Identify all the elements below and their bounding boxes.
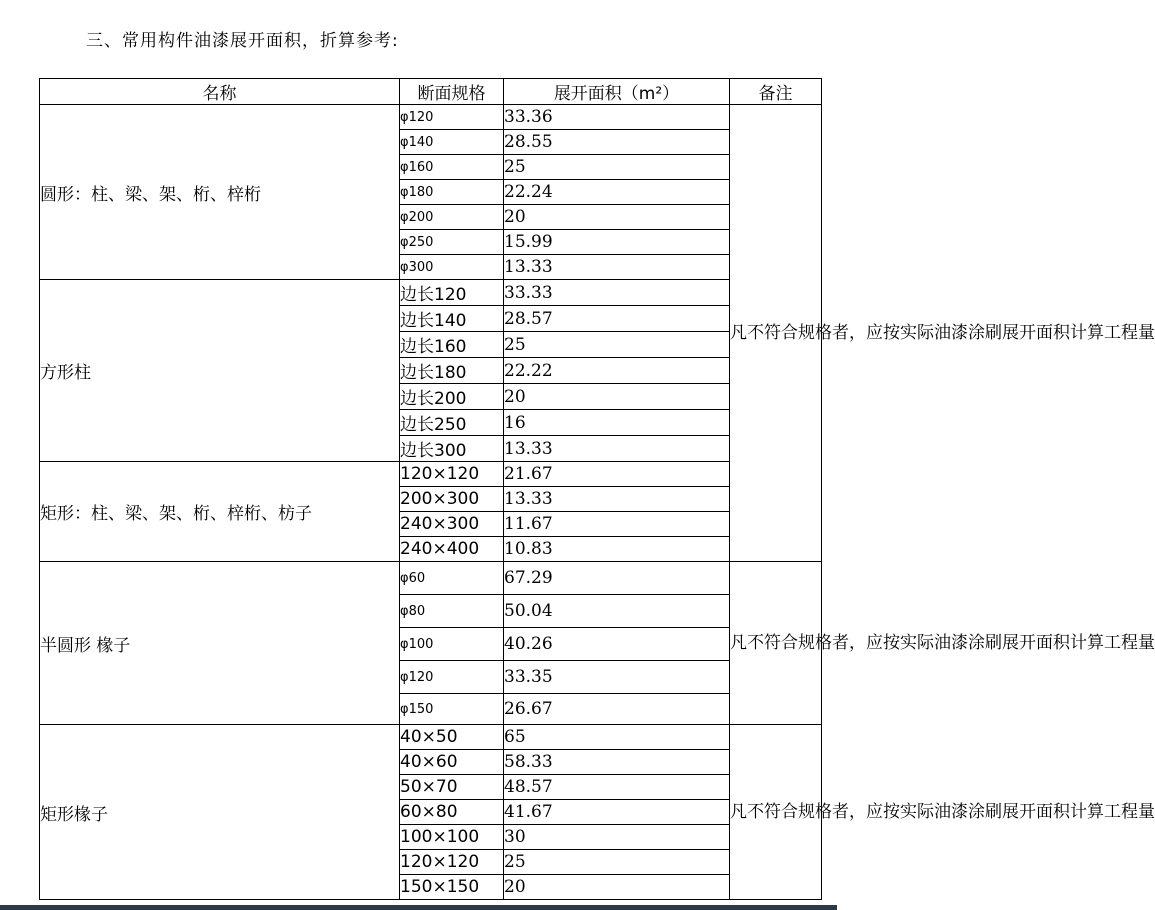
area-cell: 15.99 [504,230,730,255]
group-name: 方形柱 [40,280,400,462]
spec-cell: 边长200 [400,384,504,410]
area-cell: 48.57 [504,775,730,800]
table-row [40,725,822,750]
bottom-bar [0,905,837,910]
group-name: 半圆形 椽子 [40,562,400,725]
spec-cell: φ160 [400,155,504,180]
spec-cell: φ150 [400,694,504,725]
area-cell: 16 [504,410,730,436]
area-cell: 13.33 [504,436,730,462]
area-cell: 26.67 [504,694,730,725]
area-cell: 13.33 [504,255,730,280]
area-cell: 22.22 [504,358,730,384]
spec-cell: 边长180 [400,358,504,384]
spec-cell: φ300 [400,255,504,280]
spec-cell: φ100 [400,628,504,661]
area-cell: 20 [504,875,730,900]
area-cell: 30 [504,825,730,850]
area-cell: 28.55 [504,130,730,155]
header-spec: 断面规格 [400,79,504,105]
group-name: 矩形：柱、梁、架、桁、梓桁、枋子 [40,462,400,562]
spec-cell: φ120 [400,105,504,130]
spec-cell: 120×120 [400,850,504,875]
area-cell: 11.67 [504,512,730,537]
area-cell: 33.35 [504,661,730,694]
page-heading: 三、常用构件油漆展开面积，折算参考: [86,31,399,51]
table-row [40,462,822,487]
spec-cell: 120×120 [400,462,504,487]
spec-cell: 边长140 [400,306,504,332]
area-cell: 65 [504,725,730,750]
table-row [40,280,822,306]
spec-cell: φ180 [400,180,504,205]
spec-cell: φ250 [400,230,504,255]
spec-cell: 200×300 [400,487,504,512]
table-row [40,562,822,595]
spec-cell: φ120 [400,661,504,694]
area-cell: 58.33 [504,750,730,775]
note-cell: 凡不符合规格者，应按实际油漆涂刷展开面积计算工程量 [730,562,822,725]
area-cell: 33.33 [504,280,730,306]
spec-cell: φ140 [400,130,504,155]
spec-cell: 240×400 [400,537,504,562]
area-cell: 25 [504,850,730,875]
group-name: 圆形：柱、梁、架、桁、梓桁 [40,105,400,280]
area-cell: 20 [504,205,730,230]
header-note: 备注 [730,79,822,105]
area-cell: 21.67 [504,462,730,487]
spec-cell: 100×100 [400,825,504,850]
area-cell: 50.04 [504,595,730,628]
area-cell: 25 [504,332,730,358]
spec-cell: 40×50 [400,725,504,750]
table-row [40,105,822,130]
area-cell: 41.67 [504,800,730,825]
area-cell: 25 [504,155,730,180]
spec-cell: 60×80 [400,800,504,825]
note-cell: 凡不符合规格者，应按实际油漆涂刷展开面积计算工程量 [730,105,822,562]
group-name: 矩形椽子 [40,725,400,900]
area-cell: 20 [504,384,730,410]
spec-cell: 边长250 [400,410,504,436]
area-cell: 67.29 [504,562,730,595]
spec-cell: 边长300 [400,436,504,462]
spec-cell: 边长160 [400,332,504,358]
spec-cell: 150×150 [400,875,504,900]
area-cell: 22.24 [504,180,730,205]
spec-cell: φ200 [400,205,504,230]
header-name: 名称 [40,79,400,105]
area-cell: 13.33 [504,487,730,512]
spec-cell: 40×60 [400,750,504,775]
paint-area-table [39,78,1155,900]
area-cell: 33.36 [504,105,730,130]
area-cell: 10.83 [504,537,730,562]
spec-cell: 边长120 [400,280,504,306]
spec-cell: 240×300 [400,512,504,537]
area-cell: 28.57 [504,306,730,332]
header-area: 展开面积（m²） [504,79,730,105]
table-header-row [40,79,822,105]
spec-cell: φ60 [400,562,504,595]
note-cell: 凡不符合规格者，应按实际油漆涂刷展开面积计算工程量 [730,725,822,900]
spec-cell: φ80 [400,595,504,628]
spec-cell: 50×70 [400,775,504,800]
area-cell: 40.26 [504,628,730,661]
